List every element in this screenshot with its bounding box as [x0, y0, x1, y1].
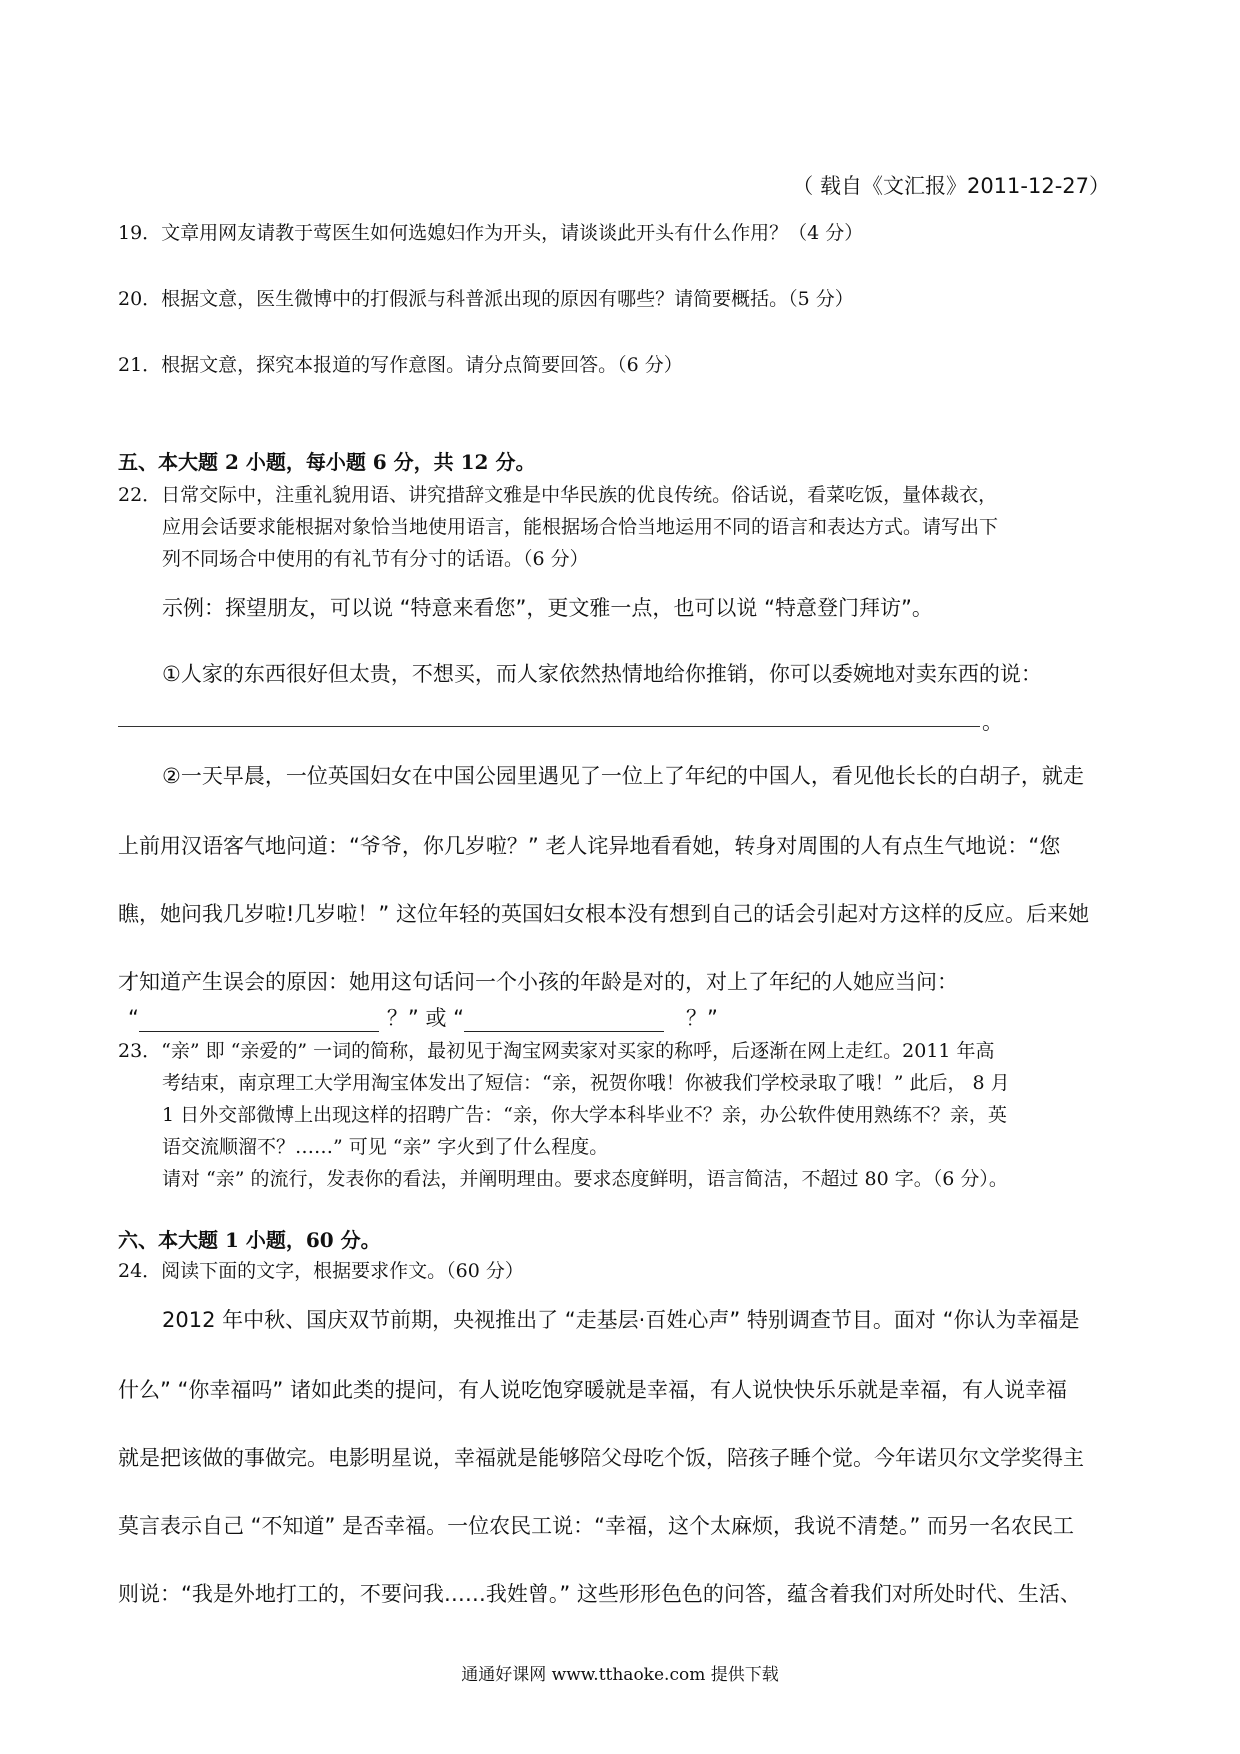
item-1-period: 。 [982, 710, 1003, 734]
question-23-line-5: 请对 “亲” 的流行，发表你的看法，并阐明理由。要求态度鲜明，语言简洁，不超过 80 字。（6 分）。 [162, 1168, 1008, 1190]
section-5-heading: 五、本大题 2 小题，每小题 6 分，共 12 分。 [118, 450, 536, 474]
question-22-line-2: 应用会话要求能根据对象恰当地使用语言，能根据场合恰当地运用不同的语言和表达方式。请写出下 [162, 516, 999, 538]
answer-blank-1[interactable] [139, 1009, 379, 1032]
essay-line-5: 则说：“我是外地打工的，不要问我……我姓曾。” 这些形形色色的问答，蕴含着我们对所处时代、生活、 [118, 1582, 1081, 1606]
item-2-line-2: 上前用汉语客气地问道：“爷爷，你几岁啦？” 老人诧异地看看她，转身对周围的人有点生气地说：“您 [118, 834, 1061, 858]
item-2-line-1: ②一天早晨，一位英国妇女在中国公园里遇见了一位上了年纪的中国人，看见他长长的白胡子，就走 [162, 764, 1084, 788]
essay-line-1: 2012 年中秋、国庆双节前期，央视推出了 “走基层·百姓心声” 特别调查节目。面对 “你认为幸福是 [162, 1308, 1080, 1332]
item-1-text: ①人家的东西很好但太贵，不想买，而人家依然热情地给你推销，你可以委婉地对卖东西的说： [162, 662, 1042, 686]
blank-open-quote: “ [128, 1006, 139, 1030]
item-2-line-4: 才知道产生误会的原因：她用这句话问一个小孩的年龄是对的，对上了年纪的人她应当问： [118, 970, 958, 994]
question-23-line-3: 1 日外交部微博上出现这样的招聘广告：“亲，你大学本科毕业不？亲，办公软件使用熟练不？亲，英 [162, 1104, 1007, 1126]
item-2-line-3: 瞧，她问我几岁啦!几岁啦！” 这位年轻的英国妇女根本没有想到自己的话会引起对方这样的反应。后来她 [118, 902, 1089, 926]
item-2-blanks [128, 1002, 718, 1032]
answer-blank-2[interactable] [464, 1009, 664, 1032]
example-text: 示例：探望朋友，可以说 “特意来看您”，更文雅一点，也可以说 “特意登门拜访”。 [162, 596, 933, 620]
section-6-heading: 六、本大题 1 小题，60 分。 [118, 1228, 381, 1252]
question-22-line-3: 列不同场合中使用的有礼节有分寸的话语。（6 分） [162, 548, 589, 570]
essay-line-3: 就是把该做的事做完。电影明星说，幸福就是能够陪父母吃个饭，陪孩子睡个觉。今年诺贝尔文学奖得主 [118, 1446, 1084, 1470]
source-citation: （ 载自《文汇报》2011-12-27） [792, 174, 1110, 198]
item-1-answer-line[interactable] [118, 726, 980, 727]
question-23-line-2: 考结束，南京理工大学用淘宝体发出了短信：“亲，祝贺你哦！你被我们学校录取了哦！” 此后， 8 月 [162, 1072, 1010, 1094]
question-21: 21．根据文意，探究本报道的写作意图。请分点简要回答。（6 分） [118, 354, 683, 376]
page-footer: 通通好课网 www.tthaoke.com 提供下载 [461, 1665, 779, 1685]
question-24: 24．阅读下面的文字，根据要求作文。（60 分） [118, 1260, 524, 1282]
question-20: 20．根据文意，医生微博中的打假派与科普派出现的原因有哪些？请简要概括。（5 分） [118, 288, 854, 310]
blank-middle-text: ？” 或 “ [386, 1006, 464, 1030]
essay-line-4: 莫言表示自己 “不知道” 是否幸福。一位农民工说：“幸福，这个太麻烦，我说不清楚。” 而另一名农民工 [118, 1514, 1075, 1538]
question-19: 19．文章用网友请教于莺医生如何选媳妇作为开头，请谈谈此开头有什么作用？（4 分） [118, 222, 864, 244]
question-23-line-4: 语交流顺溜不？……” 可见 “亲” 字火到了什么程度。 [162, 1136, 609, 1158]
question-22-line-1: 22．日常交际中，注重礼貌用语、讲究措辞文雅是中华民族的优良传统。俗话说，看菜吃饭，量体裁衣， [118, 484, 998, 506]
question-23-line-1: 23．“亲” 即 “亲爱的” 一词的简称，最初见于淘宝网卖家对买家的称呼，后逐渐在网上走红。2011 年高 [118, 1040, 995, 1062]
essay-line-2: 什么” “你幸福吗” 诸如此类的提问，有人说吃饱穿暖就是幸福，有人说快快乐乐就是幸福，有人说幸福 [118, 1378, 1067, 1402]
blank-end-text: ？” [686, 1006, 718, 1030]
